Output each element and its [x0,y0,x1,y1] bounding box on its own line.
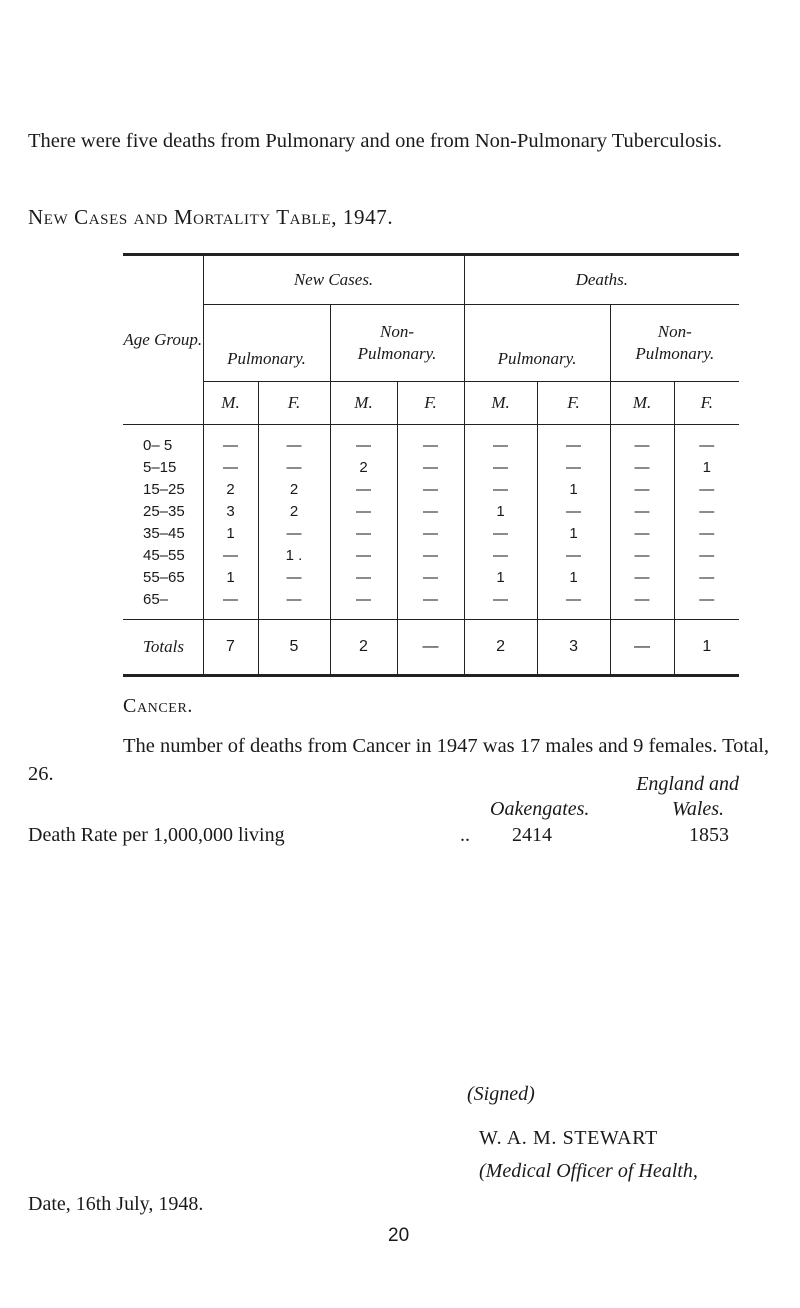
age-group-cell: 65– [143,591,169,608]
table-row [123,479,739,501]
table-row [123,589,739,620]
totals-cell: 1 [674,620,739,676]
table-cell: — [610,567,674,589]
table-row [123,567,739,589]
table-cell: — [610,523,674,545]
new-cases-header: New Cases. [203,255,464,305]
table-cell: — [397,589,464,620]
age-group-header: Age Group. [123,255,203,425]
oakengates-header: Oakengates. [490,798,590,820]
signatory-name: W. A. M. STEWART [479,1127,658,1149]
table-cell: 1 . [258,545,330,567]
table-cell: — [464,589,537,620]
age-group-cell: 15–25 [143,481,185,498]
death-rate-label: Death Rate per 1,000,000 living [28,824,285,846]
table-cell: — [464,523,537,545]
table-cell: — [674,479,739,501]
col-m: M. [464,382,537,425]
totals-cell: 2 [330,620,397,676]
table-cell: — [674,425,739,458]
table-cell: — [397,457,464,479]
table-cell: — [674,501,739,523]
table-row [123,523,739,545]
table-row [123,501,739,523]
table-title: New Cases and Mortality Table, 1947. [28,205,394,229]
table-cell: — [537,501,610,523]
new-non-pulmonary-header: Non- Pulmonary. [330,305,464,382]
table-cell: — [258,457,330,479]
table-cell: — [203,545,258,567]
table-cell: — [537,457,610,479]
col-m: M. [610,382,674,425]
table-cell: — [537,589,610,620]
table-cell: — [674,589,739,620]
table-cell: — [397,479,464,501]
table-cell: — [397,501,464,523]
age-group-cell: 0– 5 [143,437,173,454]
table-cell: — [330,545,397,567]
col-f: F. [537,382,610,425]
table-cell: — [330,567,397,589]
totals-label: Totals [123,620,203,676]
table-cell: — [537,545,610,567]
table-cell: — [674,545,739,567]
table-cell: — [330,523,397,545]
page-number: 20 [388,1225,410,1246]
age-group-cell: 5–15 [143,459,177,476]
deaths-non-pulmonary-header: Non- Pulmonary. [610,305,739,382]
england-wales-header-line1: England and [636,773,739,795]
table-cell: — [464,425,537,458]
table-cell: — [464,457,537,479]
intro-paragraph: There were five deaths from Pulmonary and one from Non-Pulmonary Tuberculosis. [28,130,723,152]
signatory-title: (Medical Officer of Health, [479,1160,698,1182]
table-cell: 1 [464,567,537,589]
table-row [123,457,739,479]
england-wales-rate: 1853 [689,824,729,846]
totals-cell: 2 [464,620,537,676]
table-cell: — [397,425,464,458]
table-cell: — [203,589,258,620]
totals-cell: 7 [203,620,258,676]
table-cell: — [397,545,464,567]
table-cell: 1 [203,523,258,545]
cancer-paragraph: The number of deaths from Cancer in 1947 was 17 males and 9 females. Total, 26. [28,735,770,785]
col-f: F. [674,382,739,425]
table-cell: 1 [674,457,739,479]
new-pulmonary-header: Pulmonary. [203,305,330,382]
col-f: F. [258,382,330,425]
table-cell: — [330,425,397,458]
table-cell: — [258,589,330,620]
table-row [123,425,739,458]
deaths-pulmonary-header: Pulmonary. [464,305,610,382]
table-cell: — [258,567,330,589]
table-cell: — [330,479,397,501]
table-cell: 1 [464,501,537,523]
table-cell: — [258,523,330,545]
leader-dots: .. [460,824,470,846]
table-cell: — [610,479,674,501]
table-cell: — [610,589,674,620]
table-cell: — [537,425,610,458]
table-cell: — [674,567,739,589]
table-cell: — [610,457,674,479]
england-wales-header-line2: Wales. [672,798,725,820]
table-cell: — [203,425,258,458]
table-cell: 2 [258,479,330,501]
cancer-heading: Cancer. [123,695,193,717]
age-group-cell: 55–65 [143,569,185,586]
table-cell: — [464,479,537,501]
table-cell: — [610,501,674,523]
mortality-table [123,253,739,677]
totals-cell: — [397,620,464,676]
table-cell: — [330,589,397,620]
age-group-cell: 35–45 [143,525,185,542]
col-f: F. [397,382,464,425]
oakengates-rate: 2414 [512,824,552,846]
totals-cell: 3 [537,620,610,676]
totals-cell: 5 [258,620,330,676]
table-cell: — [330,501,397,523]
table-cell: — [258,425,330,458]
table-cell: 2 [203,479,258,501]
totals-cell: — [610,620,674,676]
table-cell: 3 [203,501,258,523]
table-cell: 2 [330,457,397,479]
col-m: M. [203,382,258,425]
table-cell: — [610,545,674,567]
col-m: M. [330,382,397,425]
table-cell: — [610,425,674,458]
table-cell: — [464,545,537,567]
table-cell: 2 [258,501,330,523]
age-group-cell: 25–35 [143,503,185,520]
deaths-header: Deaths. [464,255,739,305]
table-cell: 1 [537,567,610,589]
table-cell: — [397,567,464,589]
table-row [123,545,739,567]
signature-date: Date, 16th July, 1948. [28,1193,204,1215]
table-cell: 1 [537,523,610,545]
table-cell: 1 [537,479,610,501]
signed-label: (Signed) [467,1083,535,1105]
age-group-cell: 45–55 [143,547,185,564]
table-cell: — [203,457,258,479]
table-cell: — [397,523,464,545]
table-cell: — [674,523,739,545]
table-cell: 1 [203,567,258,589]
